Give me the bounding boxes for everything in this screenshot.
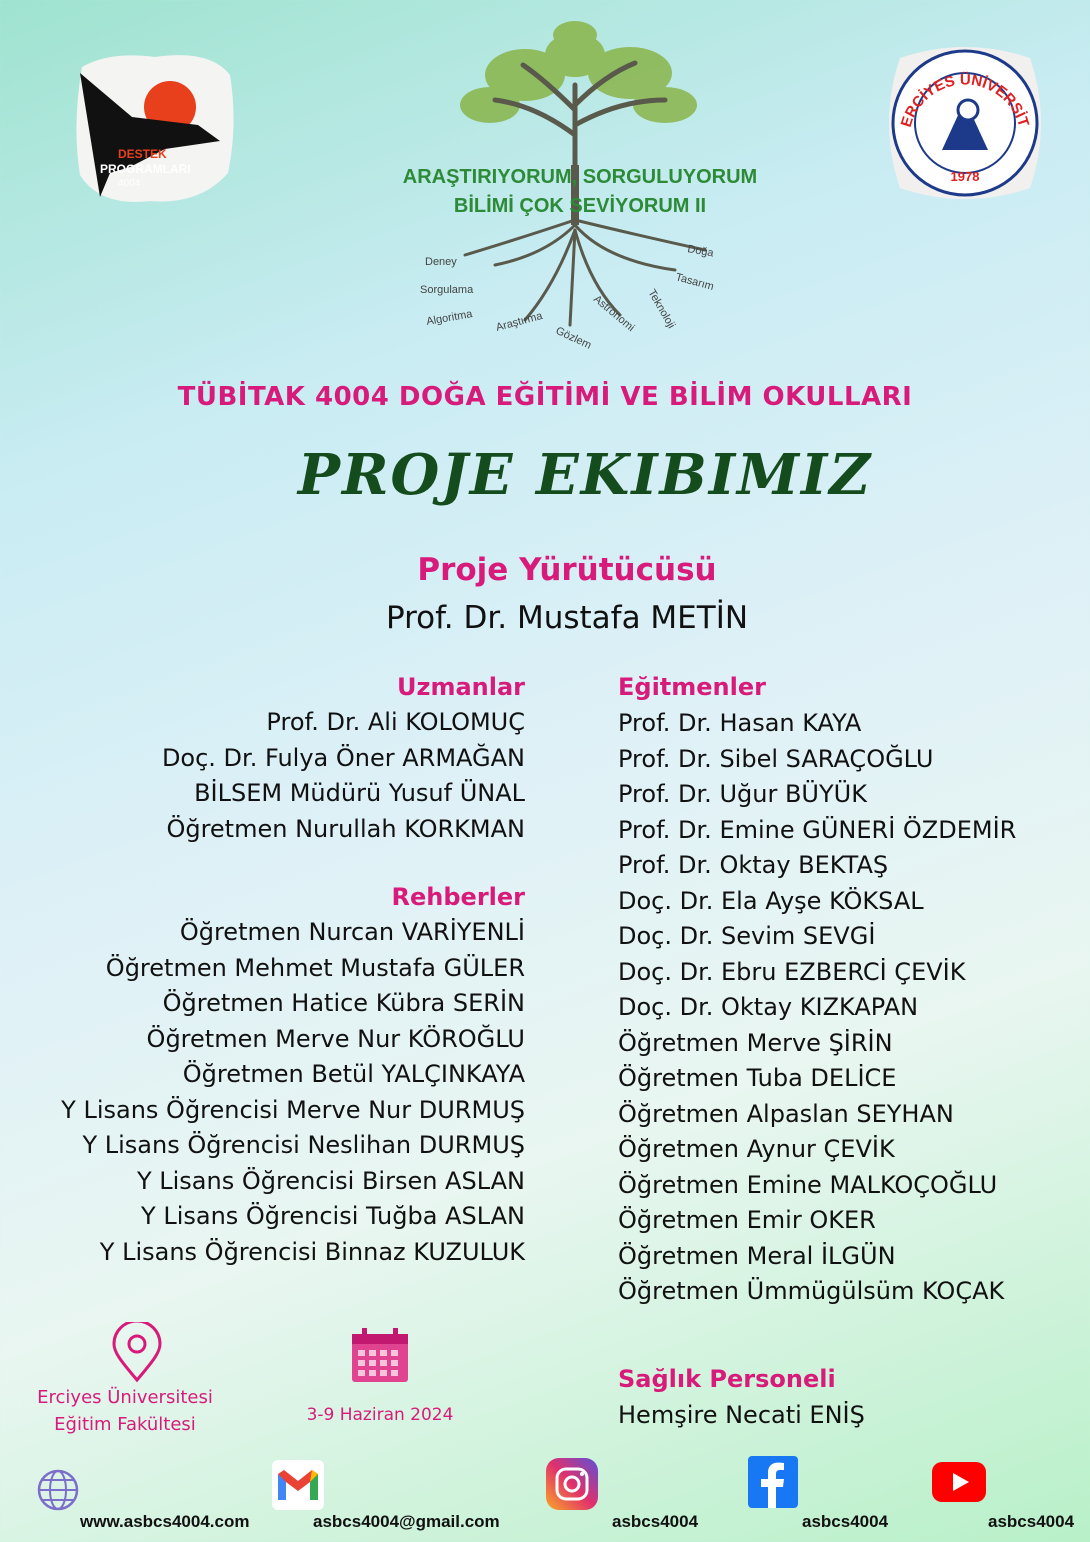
list-item: Y Lisans Öğrencisi Neslihan DURMUŞ <box>82 1131 525 1159</box>
list-item: Öğretmen Nurcan VARİYENLİ <box>179 918 525 946</box>
website-link[interactable]: www.asbcs4004.com <box>80 1512 250 1531</box>
list-item: Öğretmen Aynur ÇEVİK <box>618 1135 895 1163</box>
email-link[interactable]: asbcs4004@gmail.com <box>313 1512 500 1531</box>
svg-text:ERCİYES ÜNİVERSİTESİ: ERCİYES ÜNİVERSİT <box>897 71 1033 130</box>
list-item: Y Lisans Öğrencisi Tuğba ASLAN <box>141 1202 525 1230</box>
svg-text:Deney: Deney <box>425 256 457 268</box>
list-item: Doç. Dr. Ela Ayşe KÖKSAL <box>618 886 924 915</box>
list-item: Doç. Dr. Fulya Öner ARMAĞAN <box>161 743 525 772</box>
list-item: Öğretmen Emine MALKOÇOĞLU <box>618 1170 998 1199</box>
svg-text:Teknoloji: Teknoloji <box>645 287 678 331</box>
instagram-icon[interactable] <box>546 1458 598 1514</box>
list-item: Y Lisans Öğrencisi Binnaz KUZULUK <box>99 1237 525 1266</box>
list-item: Prof. Dr. Uğur BÜYÜK <box>618 780 867 808</box>
youtube-handle[interactable]: asbcs4004 <box>988 1512 1075 1531</box>
page-title: PROJE EKIBIMIZ <box>297 442 873 508</box>
list-item: Y Lisans Öğrencisi Birsen ASLAN <box>136 1166 525 1195</box>
list-item: Prof. Dr. Emine GÜNERİ ÖZDEMİR <box>618 815 1017 844</box>
location-pin-icon <box>110 1322 164 1388</box>
list-item: Prof. Dr. Hasan KAYA <box>618 709 862 737</box>
banner-line-1: ARAŞTIRIYORUM, SORGULUYORUM <box>402 166 758 188</box>
saglik-heading: Sağlık Personeli <box>618 1365 836 1393</box>
list-item: Prof. Dr. Sibel SARAÇOĞLU <box>618 744 934 773</box>
svg-text:DESTEK: DESTEK <box>118 147 167 161</box>
list-item: Öğretmen Mehmet Mustafa GÜLER <box>105 953 525 982</box>
svg-text:Gözlem: Gözlem <box>553 324 594 350</box>
list-item: Öğretmen Meral İLGÜN <box>618 1241 896 1270</box>
tubitak-heading: TÜBİTAK 4004 DOĞA EĞİTİMİ VE BİLİM OKULLARI <box>177 382 913 412</box>
uzmanlar-list <box>162 705 525 847</box>
list-item: Doç. Dr. Ebru EZBERCİ ÇEVİK <box>618 957 966 986</box>
svg-text:1978: 1978 <box>950 169 980 184</box>
list-item: Öğretmen Betül YALÇINKAYA <box>182 1060 525 1088</box>
yurutucu-name: Prof. Dr. Mustafa METİN <box>385 600 749 636</box>
svg-text:Tasarım: Tasarım <box>674 271 716 294</box>
egitmenler-list <box>618 706 1016 1310</box>
list-item: Öğretmen Hatice Kübra SERİN <box>162 989 525 1017</box>
rehberler-heading: Rehberler <box>391 883 525 911</box>
event-date: 3-9 Haziran 2024 <box>306 1405 454 1425</box>
banner-line-2: BİLİMİ ÇOK SEVİYORUM II <box>453 195 707 217</box>
list-item: Prof. Dr. Oktay BEKTAŞ <box>618 851 889 879</box>
facebook-icon[interactable] <box>748 1456 798 1512</box>
globe-icon[interactable] <box>36 1468 80 1516</box>
list-item: Öğretmen Alpaslan SEYHAN <box>618 1099 954 1128</box>
list-item: Öğretmen Merve ŞİRİN <box>618 1028 893 1057</box>
destek-programlari-logo <box>70 45 240 210</box>
svg-text:PROGRAMLARI: PROGRAMLARI <box>100 162 191 176</box>
facebook-handle[interactable]: asbcs4004 <box>802 1512 889 1531</box>
list-item: Öğretmen Merve Nur KÖROĞLU <box>146 1024 525 1053</box>
gmail-icon[interactable] <box>272 1460 324 1514</box>
list-item: Doç. Dr. Oktay KIZKAPAN <box>618 993 919 1021</box>
erciyes-universitesi-logo <box>880 38 1050 208</box>
list-item: Öğretmen Tuba DELİCE <box>618 1064 897 1092</box>
egitmenler-heading: Eğitmenler <box>618 673 766 701</box>
list-item: Doç. Dr. Sevim SEVGİ <box>618 922 876 950</box>
yurutucu-heading: Proje Yürütücüsü <box>417 552 717 588</box>
saglik-name: Hemşire Necati ENİŞ <box>618 1401 865 1429</box>
uzmanlar-heading: Uzmanlar <box>396 673 525 701</box>
list-item: Öğretmen Nurullah KORKMAN <box>166 814 525 843</box>
list-item: Y Lisans Öğrencisi Merve Nur DURMUŞ <box>61 1095 525 1124</box>
list-item: Prof. Dr. Ali KOLOMUÇ <box>266 708 525 736</box>
list-item: BİLSEM Müdürü Yusuf ÜNAL <box>194 779 525 807</box>
youtube-icon[interactable] <box>932 1462 986 1506</box>
calendar-icon <box>350 1326 410 1388</box>
svg-text:Doğa: Doğa <box>686 243 715 260</box>
list-item: Öğretmen Emir OKER <box>618 1206 876 1234</box>
svg-text:Araştırma: Araştırma <box>494 309 544 334</box>
svg-text:Sorgulama: Sorgulama <box>420 284 474 296</box>
instagram-handle[interactable]: asbcs4004 <box>612 1512 699 1531</box>
svg-text:Astronomi: Astronomi <box>591 293 637 335</box>
list-item: Öğretmen Ümmügülsüm KOÇAK <box>618 1277 1005 1305</box>
location-text: Erciyes Üniversitesi Eğitim Fakültesi <box>37 1387 213 1435</box>
rehberler-list <box>61 915 525 1270</box>
svg-text:Algoritma: Algoritma <box>425 308 474 328</box>
svg-text:4004: 4004 <box>118 178 141 189</box>
